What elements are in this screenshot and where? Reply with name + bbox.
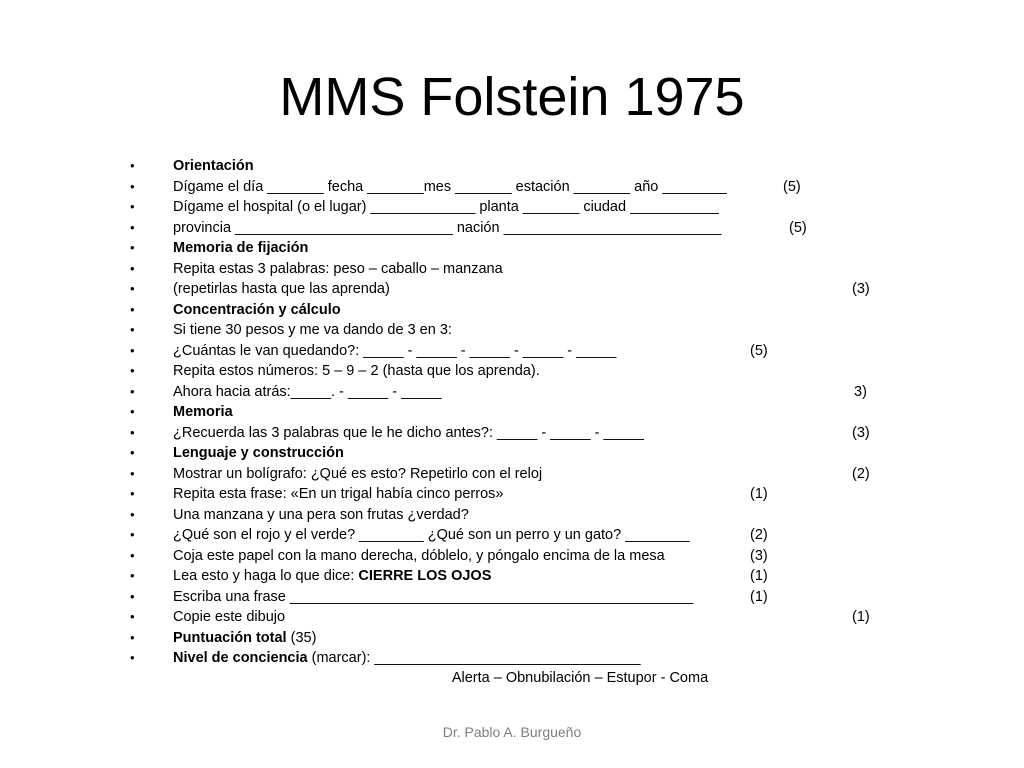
item-score: (2) xyxy=(852,465,870,482)
item-text: Repita esta frase: «En un trigal había cinco perros» xyxy=(173,486,504,502)
item-score: (1) xyxy=(750,588,768,605)
bullet-icon: • xyxy=(130,588,135,604)
bullet-icon: • xyxy=(130,383,135,399)
item-text: Dígame el día _______ fecha _______mes _______ estación _______ año ________ xyxy=(173,178,727,195)
list-item xyxy=(0,341,1024,362)
item-score: (1) xyxy=(852,609,870,625)
item-text: Mostrar un bolígrafo: ¿Qué es esto? Repetirlo con el reloj xyxy=(173,465,543,482)
item-text: Si tiene 30 pesos y me va dando de 3 en 3: xyxy=(173,322,452,338)
item-score: (1) xyxy=(750,568,768,584)
item-text: Memoria de fijación xyxy=(173,240,309,256)
item-text: Lenguaje y construcción xyxy=(173,445,344,461)
list-item xyxy=(0,197,1024,218)
list-item xyxy=(0,156,1024,177)
list-item xyxy=(0,259,1024,280)
bullet-icon: • xyxy=(130,158,135,173)
item-text: Una manzana y una pera son frutas ¿verdad? xyxy=(173,506,469,523)
item-text: ¿Qué son el rojo y el verde? ________ ¿Qué son un perro y un gato? ________ xyxy=(173,527,690,543)
bullet-icon: • xyxy=(130,342,135,358)
bullet-icon: • xyxy=(130,486,135,501)
list-item xyxy=(0,320,1024,341)
item-text: Orientación xyxy=(173,158,254,174)
item-score: (5) xyxy=(750,342,768,359)
item-text: ¿Cuántas le van quedando?: _____ - _____ - _____ - _____ - _____ xyxy=(173,342,617,359)
bullet-icon: • xyxy=(130,322,135,337)
item-score: (5) xyxy=(789,219,807,236)
list-item xyxy=(0,423,1024,444)
list-item xyxy=(0,587,1024,608)
item-text: Repita estos números: 5 – 9 – 2 (hasta que los aprenda). xyxy=(173,363,540,379)
item-text: Nivel de conciencia (marcar): _________________________________ xyxy=(173,650,641,666)
bullet-icon: • xyxy=(130,240,135,255)
item-score: (5) xyxy=(783,178,801,195)
item-score: (3) xyxy=(852,281,870,297)
list-item xyxy=(0,484,1024,505)
item-text: Concentración y cálculo xyxy=(173,301,341,318)
list-item xyxy=(0,566,1024,587)
bullet-icon: • xyxy=(130,404,135,419)
item-text: Escriba una frase __________________________________________________ xyxy=(173,588,694,605)
bullet-icon: • xyxy=(130,547,135,563)
footer-author: Dr. Pablo A. Burgueño xyxy=(442,724,582,740)
bullet-icon: • xyxy=(130,445,135,460)
list-item xyxy=(0,628,1024,649)
item-text: ¿Recuerda las 3 palabras que le he dicho antes?: _____ - _____ - _____ xyxy=(173,424,644,441)
item-text: provincia ___________________________ nación ___________________________ xyxy=(173,219,722,236)
item-score: (3) xyxy=(750,547,768,564)
bullet-icon: • xyxy=(130,199,135,214)
item-text: Lea esto y haga lo que dice: CIERRE LOS OJOS xyxy=(173,568,492,584)
bullet-icon: • xyxy=(130,281,135,296)
item-score: (1) xyxy=(750,486,768,502)
item-text: Ahora hacia atrás:_____. - _____ - _____ xyxy=(173,383,442,400)
list-item xyxy=(0,525,1024,546)
list-item xyxy=(0,607,1024,628)
list-item xyxy=(0,402,1024,423)
bullet-icon: • xyxy=(130,609,135,624)
list-item xyxy=(0,238,1024,259)
list-item xyxy=(0,361,1024,382)
item-text: Copie este dibujo xyxy=(173,609,286,625)
bullet-icon: • xyxy=(130,527,135,542)
item-text: (repetirlas hasta que las aprenda) xyxy=(173,281,390,297)
item-text: Puntuación total (35) xyxy=(173,629,317,646)
list-item xyxy=(0,648,1024,669)
slide-title: MMS Folstein 1975 xyxy=(279,67,745,127)
item-list xyxy=(0,156,1024,669)
bullet-icon: • xyxy=(130,650,135,665)
bullet-icon: • xyxy=(130,506,135,522)
list-item xyxy=(0,505,1024,526)
list-item xyxy=(0,177,1024,198)
item-score: (3) xyxy=(852,424,870,441)
item-text: Repita estas 3 palabras: peso – caballo – manzana xyxy=(173,260,503,277)
item-text: Coja este papel con la mano derecha, dóblelo, y póngalo encima de la mesa xyxy=(173,547,665,564)
bullet-icon: • xyxy=(130,178,135,194)
bullet-icon: • xyxy=(130,260,135,276)
bullet-icon: • xyxy=(130,629,135,645)
bullet-icon: • xyxy=(130,465,135,481)
item-text: Dígame el hospital (o el lugar) _____________ planta _______ ciudad ___________ xyxy=(173,199,719,215)
item-text: Memoria xyxy=(173,404,233,420)
bullet-icon: • xyxy=(130,568,135,583)
item-score: (2) xyxy=(750,527,768,543)
bullet-icon: • xyxy=(130,219,135,235)
list-item xyxy=(0,300,1024,321)
bullet-icon: • xyxy=(130,301,135,317)
list-item xyxy=(0,218,1024,239)
list-item xyxy=(0,464,1024,485)
item-score: 3) xyxy=(854,383,867,400)
list-item xyxy=(0,382,1024,403)
list-item xyxy=(0,443,1024,464)
list-item xyxy=(0,546,1024,567)
bullet-icon: • xyxy=(130,424,135,440)
bullet-icon: • xyxy=(130,363,135,378)
consciousness-options: Alerta – Obnubilación – Estupor - Coma xyxy=(451,670,709,686)
list-item xyxy=(0,279,1024,300)
